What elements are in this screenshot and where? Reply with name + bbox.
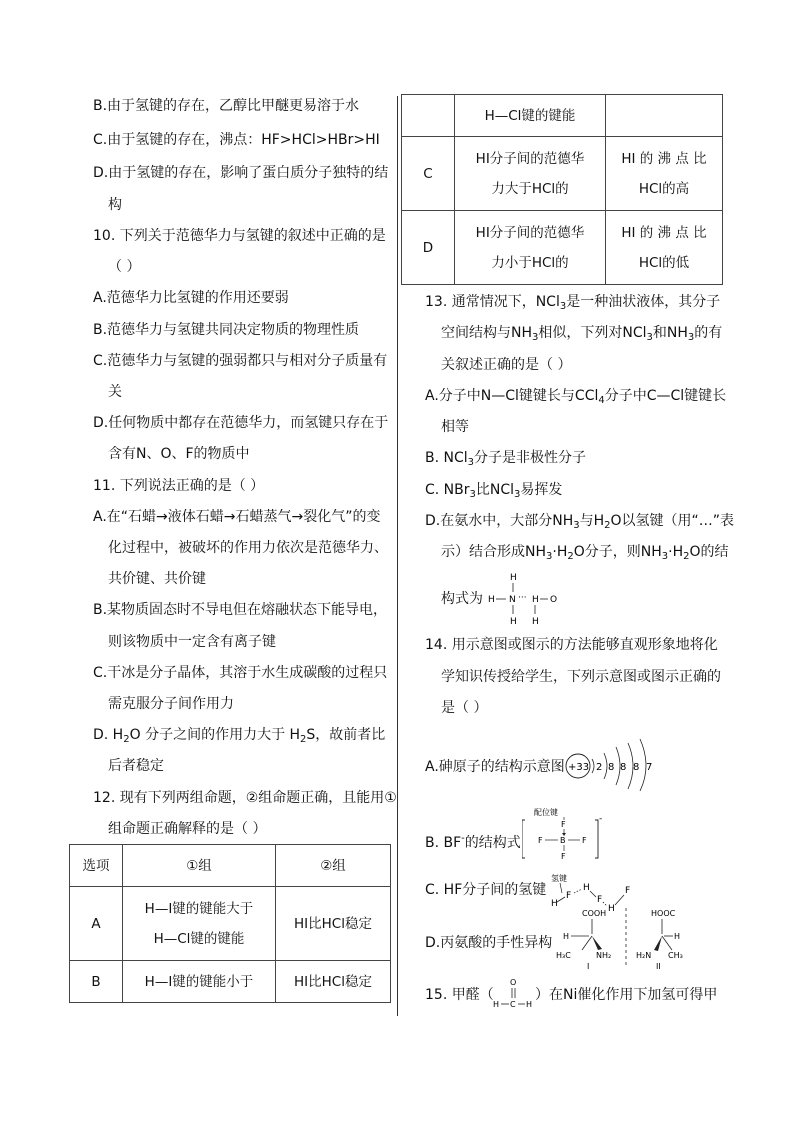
svg-text:HOOC: HOOC [651,909,676,918]
q13-option-a-cont: 相等 [441,419,469,435]
row-a-group1: H—I键的键能大于 H—Cl键的键能 [123,887,276,961]
q11-option-b-cont: 则该物质中一定含有离子键 [108,634,276,650]
row-c-group2: HI 的 沸 点 比 HCl的高 [606,137,723,211]
q12-table [69,844,391,1003]
row-b-group1-cont: H—Cl键的键能 [455,95,606,137]
q12-stem: 12. 现有下列两组命题，②组命题正确，且能用① [93,790,397,806]
q15-stem-start: 15. 甲醛（ [425,987,494,1003]
formaldehyde-structure [491,976,535,1012]
svg-text:H₃C: H₃C [556,951,571,960]
svg-text:F: F [597,895,603,905]
svg-text:I: I [587,962,590,970]
svg-text:H: H [510,573,517,583]
table-row [402,211,723,285]
q9-option-b: B.由于氢键的存在，乙醇比甲醚更易溶于水 [93,98,360,114]
q13-option-a: A.分子中N—Cl键键长与CCl$_4$分子中C—Cl键键长 [425,388,727,406]
row-d-group2: HI 的 沸 点 比 HCl的低 [606,211,723,285]
row-b-option-cont [402,95,455,137]
svg-text:H: H [488,595,495,605]
table-row [70,961,391,1003]
row-d-option: D [402,211,455,285]
q14-stem-cont: 学知识传授给学生，下列示意图或图示正确的 [441,669,721,685]
q10-option-c: C.范德华力与氢键的强弱都只与相对分子质量有 [93,353,388,369]
svg-text:8: 8 [620,762,627,773]
svg-text:H: H [583,883,590,893]
svg-text:F: F [561,820,566,829]
svg-text:F: F [582,836,587,845]
svg-text:O: O [510,978,517,987]
q10-option-c-cont: 关 [108,384,122,400]
q9-option-c: C.由于氢键的存在，沸点：HF>HCl>HBr>HI [93,132,380,148]
q13-option-d-cont: 示）结合形成$NH_3\cdot H_2O$分子，则$NH_3\cdot H_2O$的结 [441,544,729,562]
svg-text:F: F [538,836,543,845]
row-b-group2-cont [606,95,723,137]
svg-text:H: H [563,932,570,941]
q14-option-b: B. BF-的结构式 [425,833,521,851]
svg-text:-: - [599,814,602,824]
nh3-h2o-structure [486,570,566,628]
q10-option-b: B.范德华力与氢键共同决定物质的物理性质 [93,322,360,338]
svg-text:···: ··· [518,593,527,603]
row-b-group2: HI比HCl稳定 [276,961,391,1003]
q11-option-b: B.某物质固态时不导电但在熔融状态下能导电， [93,602,388,618]
q13-option-c: C. NBr$_3$比NCl$_3$易挥发 [425,482,563,500]
svg-text:+33: +33 [568,762,590,773]
svg-text:H: H [674,932,681,941]
svg-text:H: H [532,595,539,605]
q14-stem-cont2: 是（ ） [441,700,488,716]
q12-table-continued [401,94,723,285]
arsenic-atom-diagram [562,737,662,791]
q11-option-c: C.干冰是分子晶体，其溶于水生成碳酸的过程只 [93,665,388,681]
row-a-option: A [70,887,123,961]
q10-answer-paren: （ ） [108,259,141,275]
q11-option-d: D. $H_2O$ 分子之间的作用力大于 $H_2S$，故前者比 [93,727,386,745]
row-a-group2: HI比HCl稳定 [276,887,391,961]
q10-stem: 10. 下列关于范德华力与氢键的叙述中正确的是 [93,228,386,244]
q11-option-a-cont2: 共价键、共价键 [108,571,206,587]
q12-stem-cont: 组命题正确解释的是（ ） [108,821,267,837]
bf4-structure [522,806,602,864]
q10-option-d: D.任何物质中都存在范德华力，而氢键只存在于 [93,415,389,431]
svg-text:COOH: COOH [582,909,607,918]
svg-text:B: B [560,836,566,845]
q13-option-d-cont2: 构式为 [441,591,483,607]
svg-text:F: F [566,891,572,901]
q13-option-b: B. NCl$_3$分子是非极性分子 [425,450,587,468]
row-c-group1: HI分子间的范德华 力大于HCl的 [455,137,606,211]
q9-option-d: D.由于氢键的存在，影响了蛋白质分子独特的结 [93,165,389,181]
q9-option-d-cont: 构 [108,197,122,213]
svg-text:7: 7 [646,762,653,773]
svg-text:配位键: 配位键 [534,808,558,817]
table-row [402,137,723,211]
table-header-option: 选项 [70,845,123,887]
q11-option-a-cont: 化过程中，被破坏的作用力依次是范德华力、 [108,540,388,556]
svg-text:F: F [561,852,566,861]
row-d-group1: HI分子间的范德华 力小于HCl的 [455,211,606,285]
q14-option-c: C. HF分子间的氢键 [425,882,547,898]
svg-text:氢键: 氢键 [551,874,567,883]
svg-text:H: H [493,1000,500,1009]
svg-text:H: H [526,1000,533,1009]
q13-stem-cont: 空间结构与$NH_3$相似，下列对NCl$_3$和$NH_3$的有 [441,325,723,343]
svg-text:H₂N: H₂N [636,951,652,960]
svg-text:H: H [510,617,517,627]
svg-text:H: H [551,899,558,909]
svg-text:H: H [608,904,615,913]
row-c-option: C [402,137,455,211]
q11-option-d-cont: 后者稳定 [108,758,164,774]
q13-stem-cont2: 关叙述正确的是（ ） [441,357,572,373]
q14-stem: 14. 用示意图或图示的方法能够直观形象地将化 [425,637,718,653]
column-divider [397,96,398,1016]
q10-option-d-cont: 含有N、O、F的物质中 [108,446,250,462]
svg-text:O: O [550,595,558,605]
q13-stem: 13. 通常情况下，NCl$_3$是一种油状液体，其分子 [425,294,721,312]
svg-text:8: 8 [608,762,615,773]
svg-text:C: C [510,1000,516,1009]
q10-option-a: A.范德华力比氢键的作用还要弱 [93,290,289,306]
alanine-chiral-isomers [556,906,696,970]
svg-text:F: F [625,886,631,896]
svg-text:N: N [509,595,516,605]
table-row [402,95,723,137]
q11-option-a: A.在“石蜡→液体石蜡→石蜡蒸气→裂化气”的变 [93,509,381,525]
svg-text:8: 8 [633,762,640,773]
svg-text:CH₃: CH₃ [668,951,683,960]
table-header-group1: ①组 [123,845,276,887]
q15-stem-end: ）在Ni催化作用下加氢可得甲 [535,987,718,1003]
q13-option-d: D.在氨水中，大部分$NH_3$与$H_2O$以氢键（用“…”表 [425,513,735,531]
svg-text:H: H [532,617,539,627]
table-row [70,887,391,961]
row-b-option: B [70,961,123,1003]
svg-text:II: II [656,962,661,970]
row-b-group1: H—I键的键能小于 [123,961,276,1003]
svg-text:NH₂: NH₂ [596,951,612,960]
svg-text:2: 2 [596,762,603,773]
q14-option-a: A.砷原子的结构示意图 [425,759,565,775]
q11-stem: 11. 下列说法正确的是（ ） [93,478,265,494]
q14-option-d: D.丙氨酸的手性异构 [425,935,553,951]
table-header-group2: ②组 [276,845,391,887]
q11-option-c-cont: 需克服分子间作用力 [108,696,234,712]
